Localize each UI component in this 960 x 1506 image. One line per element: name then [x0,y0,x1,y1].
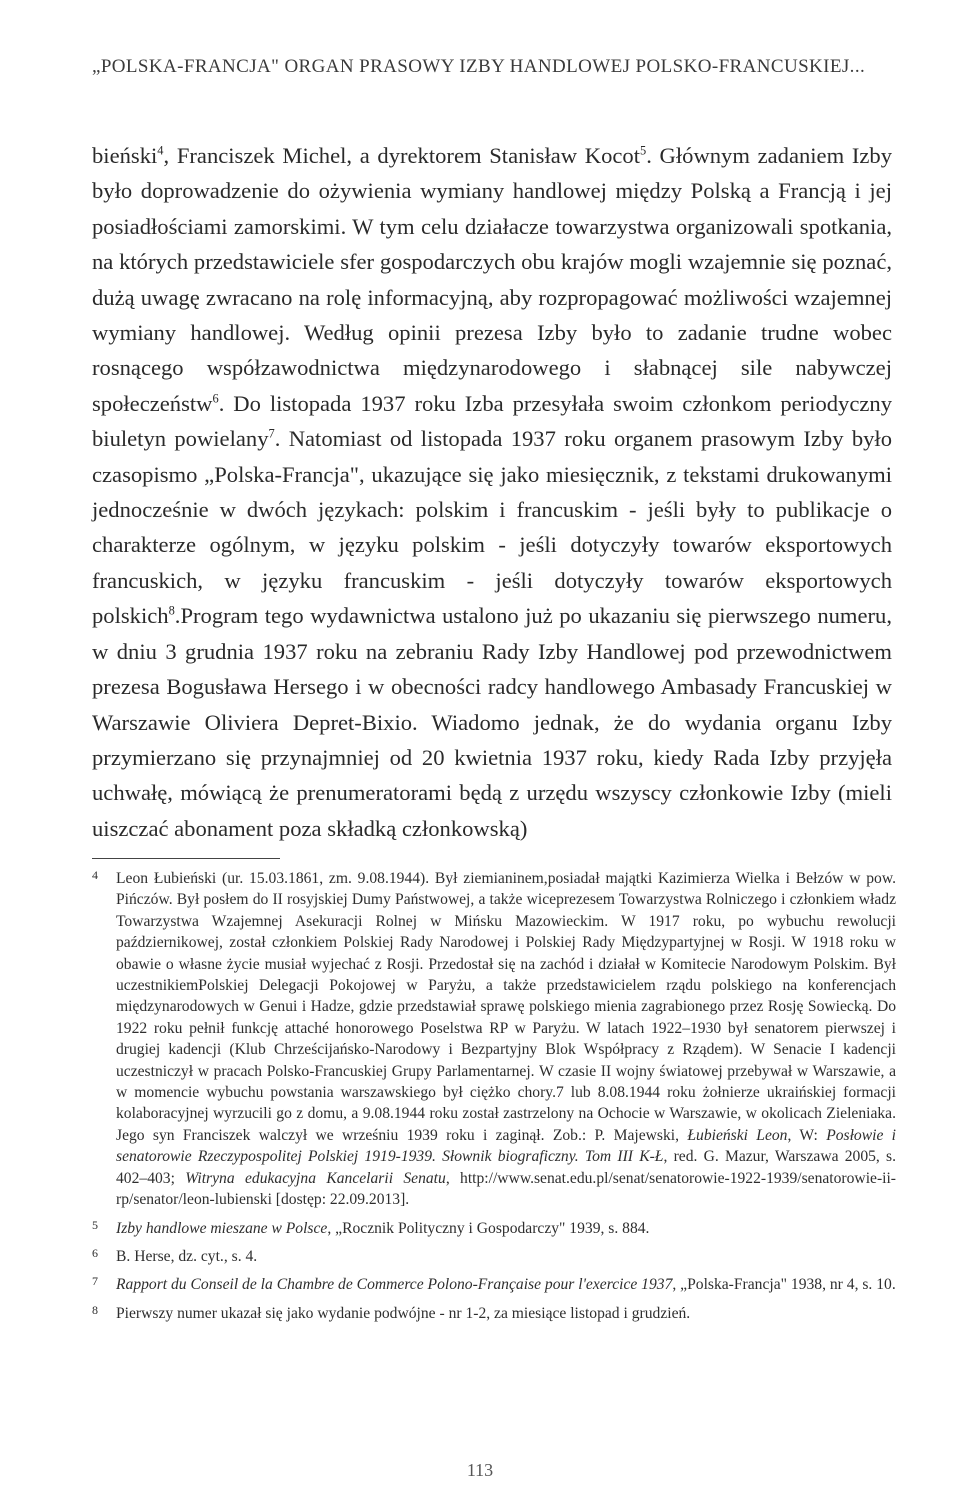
body-text-segment: . Do listopada 1937 roku Izba przesyłała swoim członkom periodyczny biuletyn powielany [92,390,892,452]
footnote-8 [92,1303,896,1324]
footnote-number: 4 [92,868,98,882]
footnote-text [116,1218,896,1239]
footnote-number: 6 [92,1245,98,1260]
footnote-7 [92,1274,896,1295]
body-text-segment: . Głównym zadaniem Izby było doprowadzenie do ożywienia wymiany handlowej między Polską a Francją i jej posiadłościami zamorskimi. W tym celu działacze towarzystwa organizowali spotkania, na których przedstawiciele sfer gospodarczych obu krajów mogli wzajemnie się poznać, dużą uwagę zwracano na rolę informacyjną, aby rozpropagować możliwości wzajemnej wymiany handlowej. Według opinii prezesa Izby było to zadanie trudne wobec rosnącego współzawodnictwa międzynarodowego i słabnącej sile nabywczej społeczeństw [92,143,892,416]
footnote-ref-7[interactable]: 7 [268,426,275,441]
footnote-text-segment: , red. G. Mazur, Warszawa 2005, s. 402–403; [116,1148,896,1187]
body-text-segment: .Program tego wydawnictwa ustalono już po ukazaniu się pierwszego numeru, w dniu 3 grudnia 1937 roku na zebraniu Rady Izby Handlowej pod przewodnictwem prezesa Bogusława Hersego i w obecności radcy handlowego Ambasady Francuskiej w Warszawie Oliviera Depret-Bixio. Wiadomo jednak, że do wydania organu Izby przymierzano się przynajmniej od 20 kwietnia 1937 roku, kiedy Rada Izby przyjęła uchwałę, mówiącą że prenumeratorami będą z urzędu wszyscy członkowie Izby (mieli uiszczać abonament poza składką członkowską) [92,603,892,841]
footnote-text [116,1274,896,1295]
footnote-text-segment: Pierwszy numer ukazał się jako wydanie podwójne - nr 1-2, za miesiące listopad i grudzień. [116,1304,691,1322]
footnote-text [116,1303,896,1324]
footnote-number: 5 [92,1217,98,1232]
footnote-4 [92,868,896,1211]
main-body-text [92,138,892,846]
footnote-italic: Posłowie i senatorowie Rzeczypospolitej Polskiej 1919-1939. Słownik biograficzny. Tom III K-Ł [116,1126,897,1166]
footnote-number: 8 [92,1302,98,1317]
footnote-text-segment: , „Polska-Francja" 1938, nr 4, s. 10. [672,1276,896,1294]
footnote-text [116,1246,896,1267]
body-text-segment: , Franciszek Michel, a dyrektorem Stanisław Kocot [163,143,640,168]
footnote-ref-5[interactable]: 5 [640,143,647,158]
footnote-number: 7 [92,1274,98,1289]
footnote-text-segment: , W: [787,1126,827,1144]
footnote-separator [92,858,280,859]
running-header: „POLSKA-FRANCJA" ORGAN PRASOWY IZBY HANDLOWEJ POLSKO-FRANCUSKIEJ... [92,56,866,77]
footnote-ref-8[interactable]: 8 [168,603,175,618]
footnote-italic: Izby handlowe mieszane w Polsce [116,1219,328,1237]
footnote-ref-6[interactable]: 6 [212,391,219,406]
footnote-url-text[interactable]: , http://www.senat.edu.pl/senat/senatorowie-1922-1939/senatorowie-ii-rp/senator/leon-lubienski [dostęp: 22.09.2013]. [116,1169,896,1209]
footnote-text-segment: Leon Łubieński (ur. 15.03.1861, zm. 9.08.1944). Był ziemianinem,posiadał majątki Kazimierza Wielka i Bełzów w pow. Pińczów. Był posłem do II rosyjskiej Dumy Państwowej, a także wiceprezesem Towarzystwa Rolniczego i członkiem władz Towarzystwa Wzajemnej Asekuracji Rolnej w Mińsku Mazowieckim. W 1917 roku, po wybuchu rewolucji październikowej, został członkiem Polskiej Rady Narodowej i Polskiej Rady Międzypartyjnej w Rosji. W 1918 roku w obawie o własne życie musiał wyjechać z Rosji. Przedostał się na zachód i działał w Komitecie Narodowym Polskim. Był uczestnikiemPolskiej Delegacji Pokojowej w Paryżu, a także przedstawicielem rządu polskiego na konferencjach międzynarodowych w Genui i Hadze, gdzie przedstawiał sprawę polskiego mienia zagrabionego przez Rosję Sowiecką. Do 1922 roku pełnił funkcję attaché honorowego Poselstwa RP w Paryżu. W latach 1922–1930 był senatorem pierwszej i drugiej kadencji (Klub Chrześcijańsko-Narodowy i Bezpartyjny Blok Współpracy z Rządem). W Senacie I kadencji uczestniczył w pracach Polsko-Francuskiej Grupy Parlamentarnej. W czasie II wojny światowej przebywał w Warszawie, a w momencie wybuchu powstania warszawskiego był ciężko chory.7 lub 8.08.1944 roku żołnierze ukraińskiej formacji kolaboracyjnej wyrzucili go z domu, a 9.08.1944 roku został zastrzelony na Ochocie w Warszawie, w okolicach Zieleniaka. Jego syn Franciszek walczył we wrześniu 1939 roku i zaginął. Zob.: P. Majewski, [116,870,896,1144]
footnote-6 [92,1246,896,1267]
body-text-segment: . Natomiast od listopada 1937 roku organem prasowym Izby było czasopismo „Polska-Francja", ukazujące się jako miesięcznik, z tekstami drukowanymi jednocześnie w dwóch językach: polskim i francuskim - jeśli były to publikacje o charakterze ogólnym, w języku polskim - jeśli dotyczyły towarów eksportowych francuskich, w języku francuskim - jeśli dotyczyły towarów eksportowych polskich [92,426,893,629]
footnote-italic: Rapport du Conseil de la Chambre de Commerce Polono-Française pour l'exercice 1937 [116,1276,673,1294]
footnote-text-segment: , „Rocznik Polityczny i Gospodarczy" 1939, s. 884. [327,1219,650,1237]
footnote-text-segment: B. Herse, dz. cyt., s. 4. [116,1247,258,1265]
page-number: 113 [466,1460,494,1480]
footnote-5 [92,1218,896,1239]
footnote-italic: Witryna edukacyjna Kancelarii Senatu [185,1169,446,1187]
footnote-text [116,868,896,1211]
footnotes [92,868,896,1324]
footnote-italic: Łubieński Leon [687,1126,788,1144]
body-text-segment: bieński [92,143,158,168]
footnote-ref-4[interactable]: 4 [157,143,164,158]
